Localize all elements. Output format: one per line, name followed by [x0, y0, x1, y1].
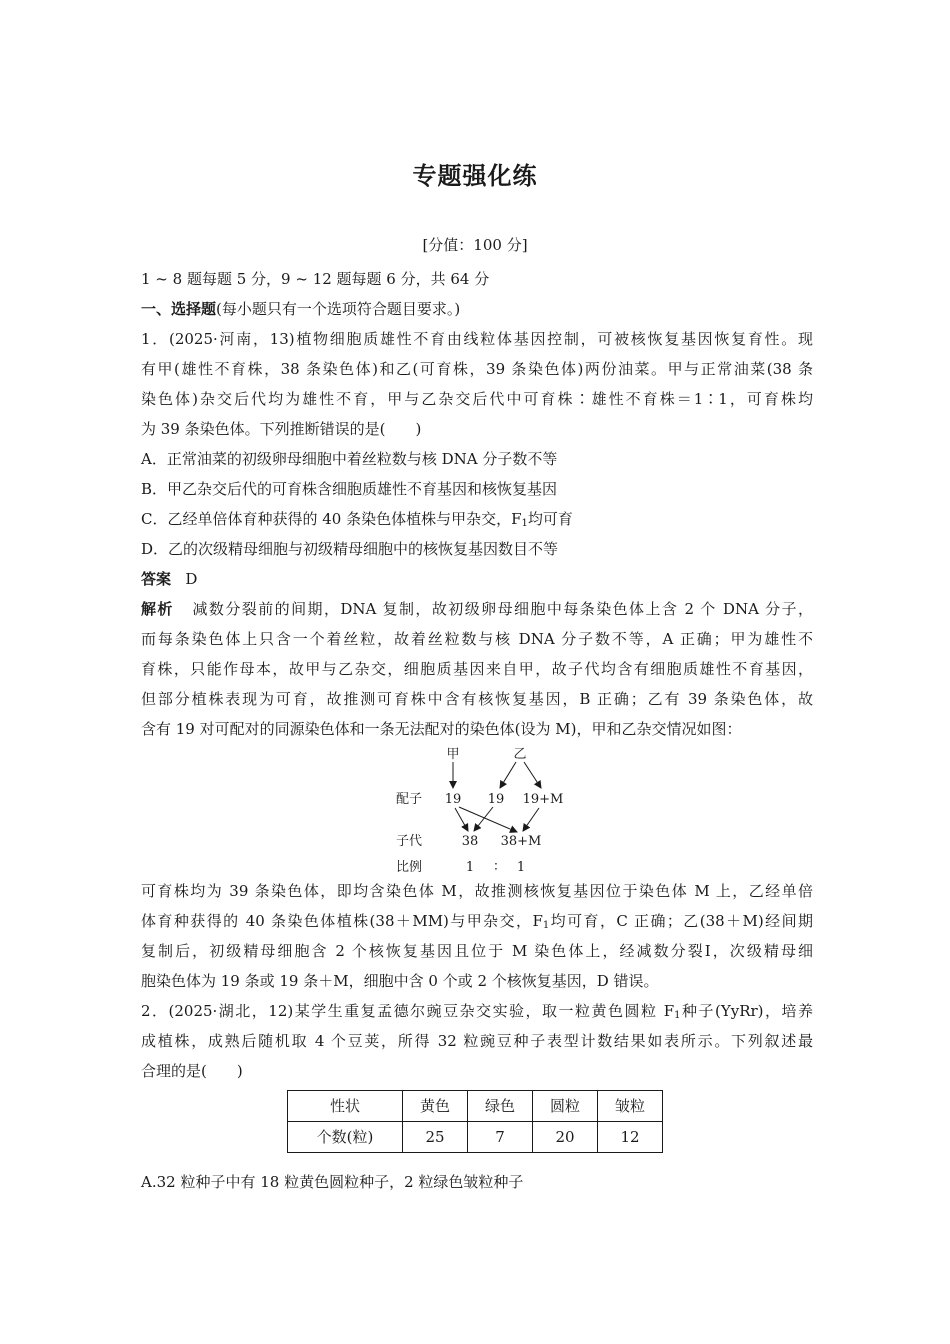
analysis-text: 减数分裂前的间期，DNA 复制，故初级卵母细胞中每条染色体上含 2 个 DNA 分子， [192, 600, 813, 618]
table-cell: 12 [598, 1122, 663, 1153]
arrow-jia-to-offspring-2 [459, 807, 517, 832]
q1-option-a: A．正常油菜的初级卵母细胞中着丝粒数与核 DNA 分子数不等 [141, 450, 558, 468]
spacer [141, 1153, 813, 1167]
q1-analysis-line-1 [141, 594, 813, 624]
q1-option-b: B．甲乙杂交后代的可育株含细胞质雄性不育基因和核恢复基因 [141, 480, 558, 498]
question-2 [141, 996, 813, 1197]
q1-option-c-subscript: 1 [521, 518, 528, 529]
arrow-jia-to-offspring-1 [455, 808, 468, 831]
section-note: (每小题只有一个选项符合题目要求。) [216, 300, 461, 318]
q1-option-c-text: C．乙经单倍体育种获得的 40 条染色体植株与甲杂交，F [141, 510, 522, 528]
q1-stem-line-2: 有甲(雄性不育株，38 条染色体)和乙(可育株，39 条染色体)两份油菜。甲与正常油菜(38 条 [141, 360, 813, 378]
q1-stem-line-3: 染色体)杂交后代均为雄性不育，甲与乙杂交后代中可育株∶雄性不育株＝1∶1，可育株均 [141, 390, 813, 408]
arrow-yi2-to-offspring-2 [523, 808, 539, 831]
q2-stem-line-2: 成植株，成熟后随机取 4 个豆荚，所得 32 粒豌豆种子表型计数结果如表所示。下列叙述最 [141, 1032, 813, 1050]
row-label-gamete: 配子 [396, 792, 423, 807]
ratio-1: 1 [465, 860, 475, 875]
ratio-2: 1 [516, 860, 526, 875]
gamete-jia: 19 [444, 792, 462, 807]
q1-analysis-after-1: 可育株均为 39 条染色体，即均含染色体 M，故推测核恢复基因位于染色体 M 上，乙经单倍 [141, 882, 813, 900]
table-header-row [288, 1091, 663, 1122]
analysis-label: 解析 [141, 600, 174, 618]
answer-value: D [185, 570, 198, 588]
content-body [141, 264, 813, 1197]
q2-stem-line-3: 合理的是( ) [141, 1062, 243, 1080]
q2-stem-line-1 [141, 996, 813, 1026]
q1-analysis-line-3: 育株，只能作母本，故甲与乙杂交，细胞质基因来自甲，故子代均含有细胞质雄性不育基因， [141, 660, 813, 678]
q1-analysis-after-3: 复制后，初级精母细胞含 2 个核恢复基因且位于 M 染色体上，经减数分裂Ⅰ，次级精母细 [141, 942, 813, 960]
question-1 [141, 324, 813, 996]
offspring-2: 38+M [500, 834, 542, 849]
trait-count-table [287, 1090, 663, 1153]
q2-stem-line-1-sub: 1 [674, 1010, 681, 1021]
gamete-yi-1: 19 [487, 792, 505, 807]
q2-stem-line-1-pre: 2．(2025·湖北，12)某学生重复孟德尔豌豆杂交实验，取一粒黄色圆粒 F [141, 1002, 675, 1020]
q1-analysis-after-4: 胞染色体为 19 条或 19 条＋M，细胞中含 0 个或 2 个核恢复基因，D 错误。 [141, 972, 659, 990]
row-label-offspring: 子代 [396, 834, 423, 849]
q1-analysis-line-5: 含有 19 对可配对的同源染色体和一条无法配对的染色体(设为 M)，甲和乙杂交情况如图： [141, 720, 742, 738]
answer-label: 答案 [141, 570, 172, 588]
table-row-label: 个数(粒) [288, 1122, 403, 1153]
q2-option-a: A.32 粒种子中有 18 粒黄色圆粒种子，2 粒绿色皱粒种子 [141, 1173, 524, 1191]
cross-diagram-svg [141, 744, 813, 876]
ratio-separator: ∶ [494, 860, 498, 875]
table-header-cell: 黄色 [403, 1091, 468, 1122]
q1-option-c [141, 504, 813, 534]
section-heading [141, 294, 813, 324]
table-header-cell: 皱粒 [598, 1091, 663, 1122]
score-note: [分值：100 分] [422, 236, 528, 254]
table-cell: 7 [468, 1122, 533, 1153]
q1-analysis-after-2-post: 均可育，C 正确；乙(38＋M)经间期 [549, 912, 813, 930]
arrow-yi1-to-offspring-1 [474, 807, 493, 831]
q1-analysis-after-2 [141, 906, 813, 936]
parent-jia-label: 甲 [446, 747, 460, 762]
q1-answer [141, 564, 813, 594]
parent-yi-label: 乙 [513, 747, 527, 762]
table-header-cell: 性状 [288, 1091, 403, 1122]
cross-diagram [141, 744, 813, 876]
table-cell: 20 [533, 1122, 598, 1153]
table-row [288, 1122, 663, 1153]
section-title: 一、选择题 [141, 300, 217, 318]
table-header-cell: 绿色 [468, 1091, 533, 1122]
scoring-note: 1 ~ 8 题每题 5 分，9 ~ 12 题每题 6 分，共 64 分 [141, 270, 490, 288]
q1-stem-line-1: 1．(2025·河南，13)植物细胞质雄性不育由线粒体基因控制，可被核恢复基因恢复育性。现 [141, 330, 813, 348]
q1-stem-line-4: 为 39 条染色体。下列推断错误的是( ) [141, 420, 422, 438]
q1-analysis-line-4: 但部分植株表现为可育，故推测可育株中含有核恢复基因，B 正确；乙有 39 条染色体，故 [141, 690, 813, 708]
arrow-yi-to-gamete-1 [500, 762, 516, 788]
table-header-cell: 圆粒 [533, 1091, 598, 1122]
q1-analysis-line-2: 而每条染色体上只含一个着丝粒，故着丝粒数与核 DNA 分子数不等，A 正确；甲为雄性不 [141, 630, 813, 648]
q1-analysis-after-2-sub: 1 [542, 920, 550, 931]
gamete-yi-2: 19+M [522, 792, 564, 807]
page-title: 专题强化练 [412, 162, 538, 190]
row-label-ratio: 比例 [396, 860, 423, 875]
q2-stem-line-1-post: 种子(YyRr)，培养 [680, 1002, 813, 1020]
arrow-yi-to-gamete-2 [524, 762, 541, 788]
q1-option-c-tail: 均可育 [527, 510, 573, 528]
table-cell: 25 [403, 1122, 468, 1153]
offspring-1: 38 [461, 834, 479, 849]
q1-option-d: D．乙的次级精母细胞与初级精母细胞中的核恢复基因数目不等 [141, 540, 559, 558]
q1-analysis-after-2-pre: 体育种获得的 40 条染色体植株(38＋MM)与甲杂交，F [141, 912, 543, 930]
